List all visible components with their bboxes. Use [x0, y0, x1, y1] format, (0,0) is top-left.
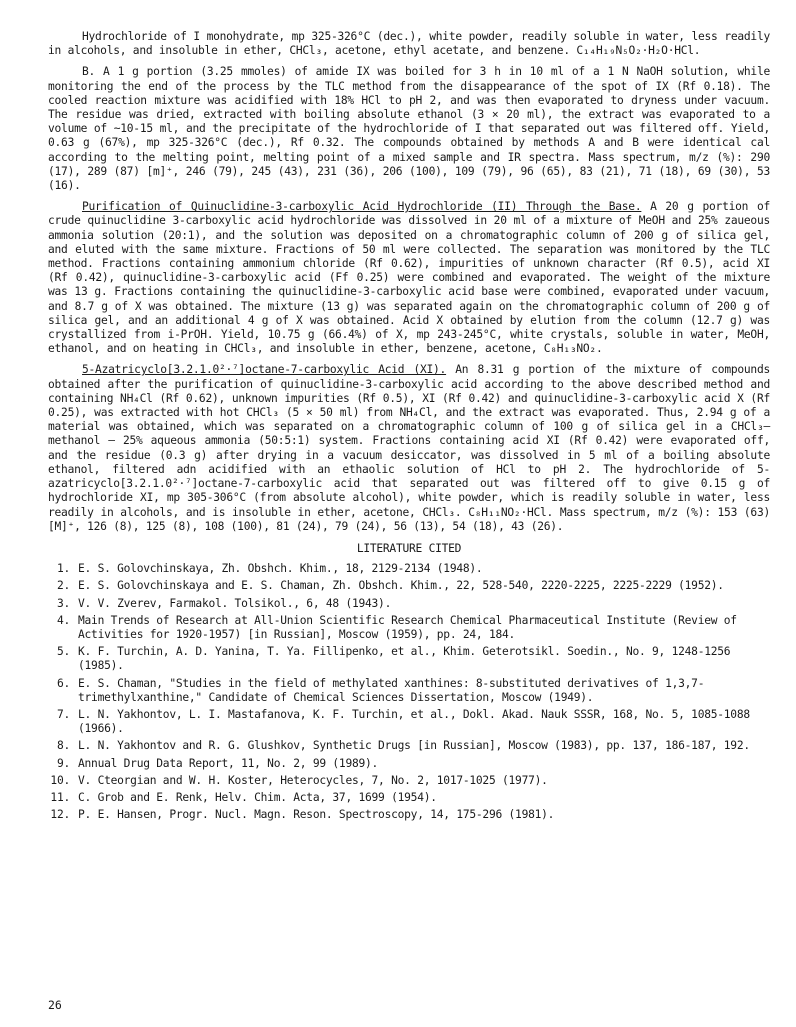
paragraph-body: An 8.31 g portion of the mixture of compounds obtained after the purification of quinuclidine-3-carboxylic acid according to the above described method and containing NH₄Cl (Rf 0.62), unknown impurities (Rf 0.5), XI (Rf 0.42) and quinuclidine-3-carboxylic acid X (Rf 0.25), was extracted with hot CHCl₃ (5 × 50 ml) from NH₄Cl, and the extract was evaporated. Thus, 2.94 g of a material was obtained, which was separated on a chromatographic column of 100 g of silica gel in a CHCl₃–methanol – 25% aqueous ammonia (50:5:1) system. Fractions containing acid XI (Rf 0.42) were evaporated off, and the residue (0.3 g) after drying in a vacuum desiccator, was dissolved in 5 ml of a boiling absolute ethanol, filtered adn acidified with an ethaolic solution of HCl to pH 2. The hydrochloride of 5-azatricyclo[3.2.1.0²·⁷]octane-7-carboxylic acid that separated out was filtered off to give 0.15 g of hydrochloride XI, mp 305-306°C (from absolute alcohol), white powder, which is readily soluble in water, less readily in alcohols, and is insoluble in ether, acetone, CHCl₃. C₈H₁₁NO₂·HCl. Mass spectrum, m/z (%): 153 (63) [M]⁺, 126 (8), 125 (8), 108 (100), 81 (24), 79 (24), 56 (13), 54 (18), 43 (26). [48, 363, 770, 533]
reference-item [48, 739, 770, 753]
reference-text: E. S. Golovchinskaya, Zh. Obshch. Khim., 18, 2129-2134 (1948). [78, 562, 483, 576]
reference-text: P. E. Hansen, Progr. Nucl. Magn. Reson. Spectroscopy, 14, 175-296 (1981). [78, 808, 555, 822]
section-heading: 5-Azatricyclo[3.2.1.0²·⁷]octane-7-carboxylic Acid (XI). [82, 363, 447, 377]
article-page [48, 30, 770, 825]
reference-text: L. N. Yakhontov and R. G. Glushkov, Synthetic Drugs [in Russian], Moscow (1983), pp. 137, 186-187, 192. [78, 739, 750, 753]
reference-text: V. Cteorgian and W. H. Koster, Heterocycles, 7, No. 2, 1017-1025 (1977). [78, 773, 548, 787]
reference-number: 12. [50, 808, 70, 822]
reference-number: 10. [50, 773, 70, 787]
reference-item [48, 791, 770, 805]
reference-item [48, 774, 770, 788]
page-number: 26 [48, 998, 62, 1012]
reference-number: 1. [56, 562, 70, 576]
paragraph-body: B. A 1 g portion (3.25 mmoles) of amide IX was boiled for 3 h in 10 ml of a 1 N NaOH solution, while monitoring the end of the process by the TLC method from the disappearance of the spot of IX (Rf 0.18). The cooled reaction mixture was acidified with 18% HCl to pH 2, and was then evaporated to dryness under vacuum. The residue was dried, extracted with boiling absolute ethanol (3 × 20 ml), the extract was evaporated to a volume of ~10-15 ml, and the precipitate of the hydrochloride of I that separated out was filtered off. Yield, 0.63 g (67%), mp 325-326°C (dec.), Rf 0.32. The compounds obtained by methods A and B were identical cal according to the melting point, melting point of a mixed sample and IR spectra. Mass spectrum, m/z (%): 290 (17), 289 (87) [m]⁺, 246 (79), 245 (43), 231 (36), 206 (100), 109 (79), 96 (65), 83 (21), 71 (18), 69 (30), 53 (16). [48, 65, 770, 193]
reference-number: 5. [56, 645, 70, 659]
reference-text: Annual Drug Data Report, 11, No. 2, 99 (1989). [78, 756, 379, 770]
reference-item [48, 677, 770, 705]
reference-number: 4. [56, 613, 70, 627]
reference-item [48, 757, 770, 771]
reference-text: L. N. Yakhontov, L. I. Mastafanova, K. F. Turchin, et al., Dokl. Akad. Nauk SSSR, 168, No. 5, 1085-1088 (1966). [78, 707, 750, 736]
reference-item [48, 808, 770, 822]
reference-number: 8. [56, 739, 70, 753]
reference-number: 3. [56, 596, 70, 610]
reference-text: Main Trends of Research at All-Union Scientific Research Chemical Pharmaceutical Institute (Review of Activities for 1920-1957) [in Russian], Moscow (1959), pp. 24, 184. [78, 613, 737, 641]
reference-list [48, 562, 770, 822]
reference-item [48, 597, 770, 611]
reference-item [48, 645, 770, 673]
literature-cited-heading: LITERATURE CITED [356, 541, 462, 555]
reference-number: 7. [56, 707, 70, 721]
reference-text: V. V. Zverev, Farmakol. Tolsikol., 6, 48 (1943). [78, 596, 392, 610]
paragraph-purification [48, 200, 770, 356]
reference-number: 9. [56, 756, 70, 770]
reference-item [48, 614, 770, 642]
reference-item [48, 708, 770, 736]
reference-number: 11. [50, 790, 70, 804]
reference-text: K. F. Turchin, A. D. Yanina, T. Ya. Fillipenko, et al., Khim. Geterotsikl. Soedin., No. 9, 1248-1256 (1985). [78, 645, 731, 673]
reference-number: 6. [56, 676, 70, 690]
section-heading: Purification of Quinuclidine-3-carboxylic Acid Hydrochloride (II) Through the Base. [82, 200, 642, 214]
paragraph-body: A 20 g portion of crude quinuclidine 3-carboxylic acid hydrochloride was dissolved in 20 ml of a mixture of MeOH and 25% zaueous ammonia solution (20:1), and the solution was deposited on a chromatographic column of 200 g of silica gel, and eluted with the same mixture. Fractions of 50 ml were collected. The separation was monitored by the TLC method. Fractions containing ammonium chloride (Rf 0.62), impurities of unknown character (Rf 0.5), acid XI (Rf 0.42), quinuclidine-3-carboxylic acid (Ff 0.25) were combined and evaporated. The weight of the mixture was 13 g. Fractions containing the quinuclidine-3-carboxylic acid base were combined, evaporated under vacuum, and 8.7 g of X was obtained. The mixture (13 g) was separated again on the chromatographic column of 200 g of silica gel, and an additional 4 g of X was obtained. Acid X obtained by elution from the column (12.7 g) was crystallized from i-PrOH. Yield, 10.75 g (66.4%) of X, mp 243-245°C, white crystals, soluble in water, MeOH, ethanol, and on heating in CHCl₃, and insoluble in ether, benzene, acetone, C₈H₁₃NO₂. [48, 200, 770, 356]
paragraph-method-b [48, 65, 770, 193]
paragraph-body: Hydrochloride of I monohydrate, mp 325-326°C (dec.), white powder, readily soluble in water, less readily in alcohols, and insoluble in ether, CHCl₃, acetone, ethyl acetate, and benzene. C₁₄H₁₉N₅O₂·H₂O·HCl. [48, 30, 770, 58]
reference-number: 2. [56, 579, 70, 593]
paragraph-hydrochloride-properties [48, 30, 770, 58]
reference-text: C. Grob and E. Renk, Helv. Chim. Acta, 37, 1699 (1954). [78, 790, 437, 804]
reference-item [48, 579, 770, 593]
reference-text: E. S. Chaman, "Studies in the field of methylated xanthines: 8-substituted derivatives of 1,3,7-trimethylxanthine," Candidate of Chemical Sciences Dissertation, Moscow (1949). [78, 676, 705, 704]
reference-item [48, 562, 770, 576]
paragraph-azatricyclo [48, 363, 770, 533]
reference-text: E. S. Golovchinskaya and E. S. Chaman, Zh. Obshch. Khim., 22, 528-540, 2220-2225, 2225-2229 (1952). [78, 579, 724, 593]
